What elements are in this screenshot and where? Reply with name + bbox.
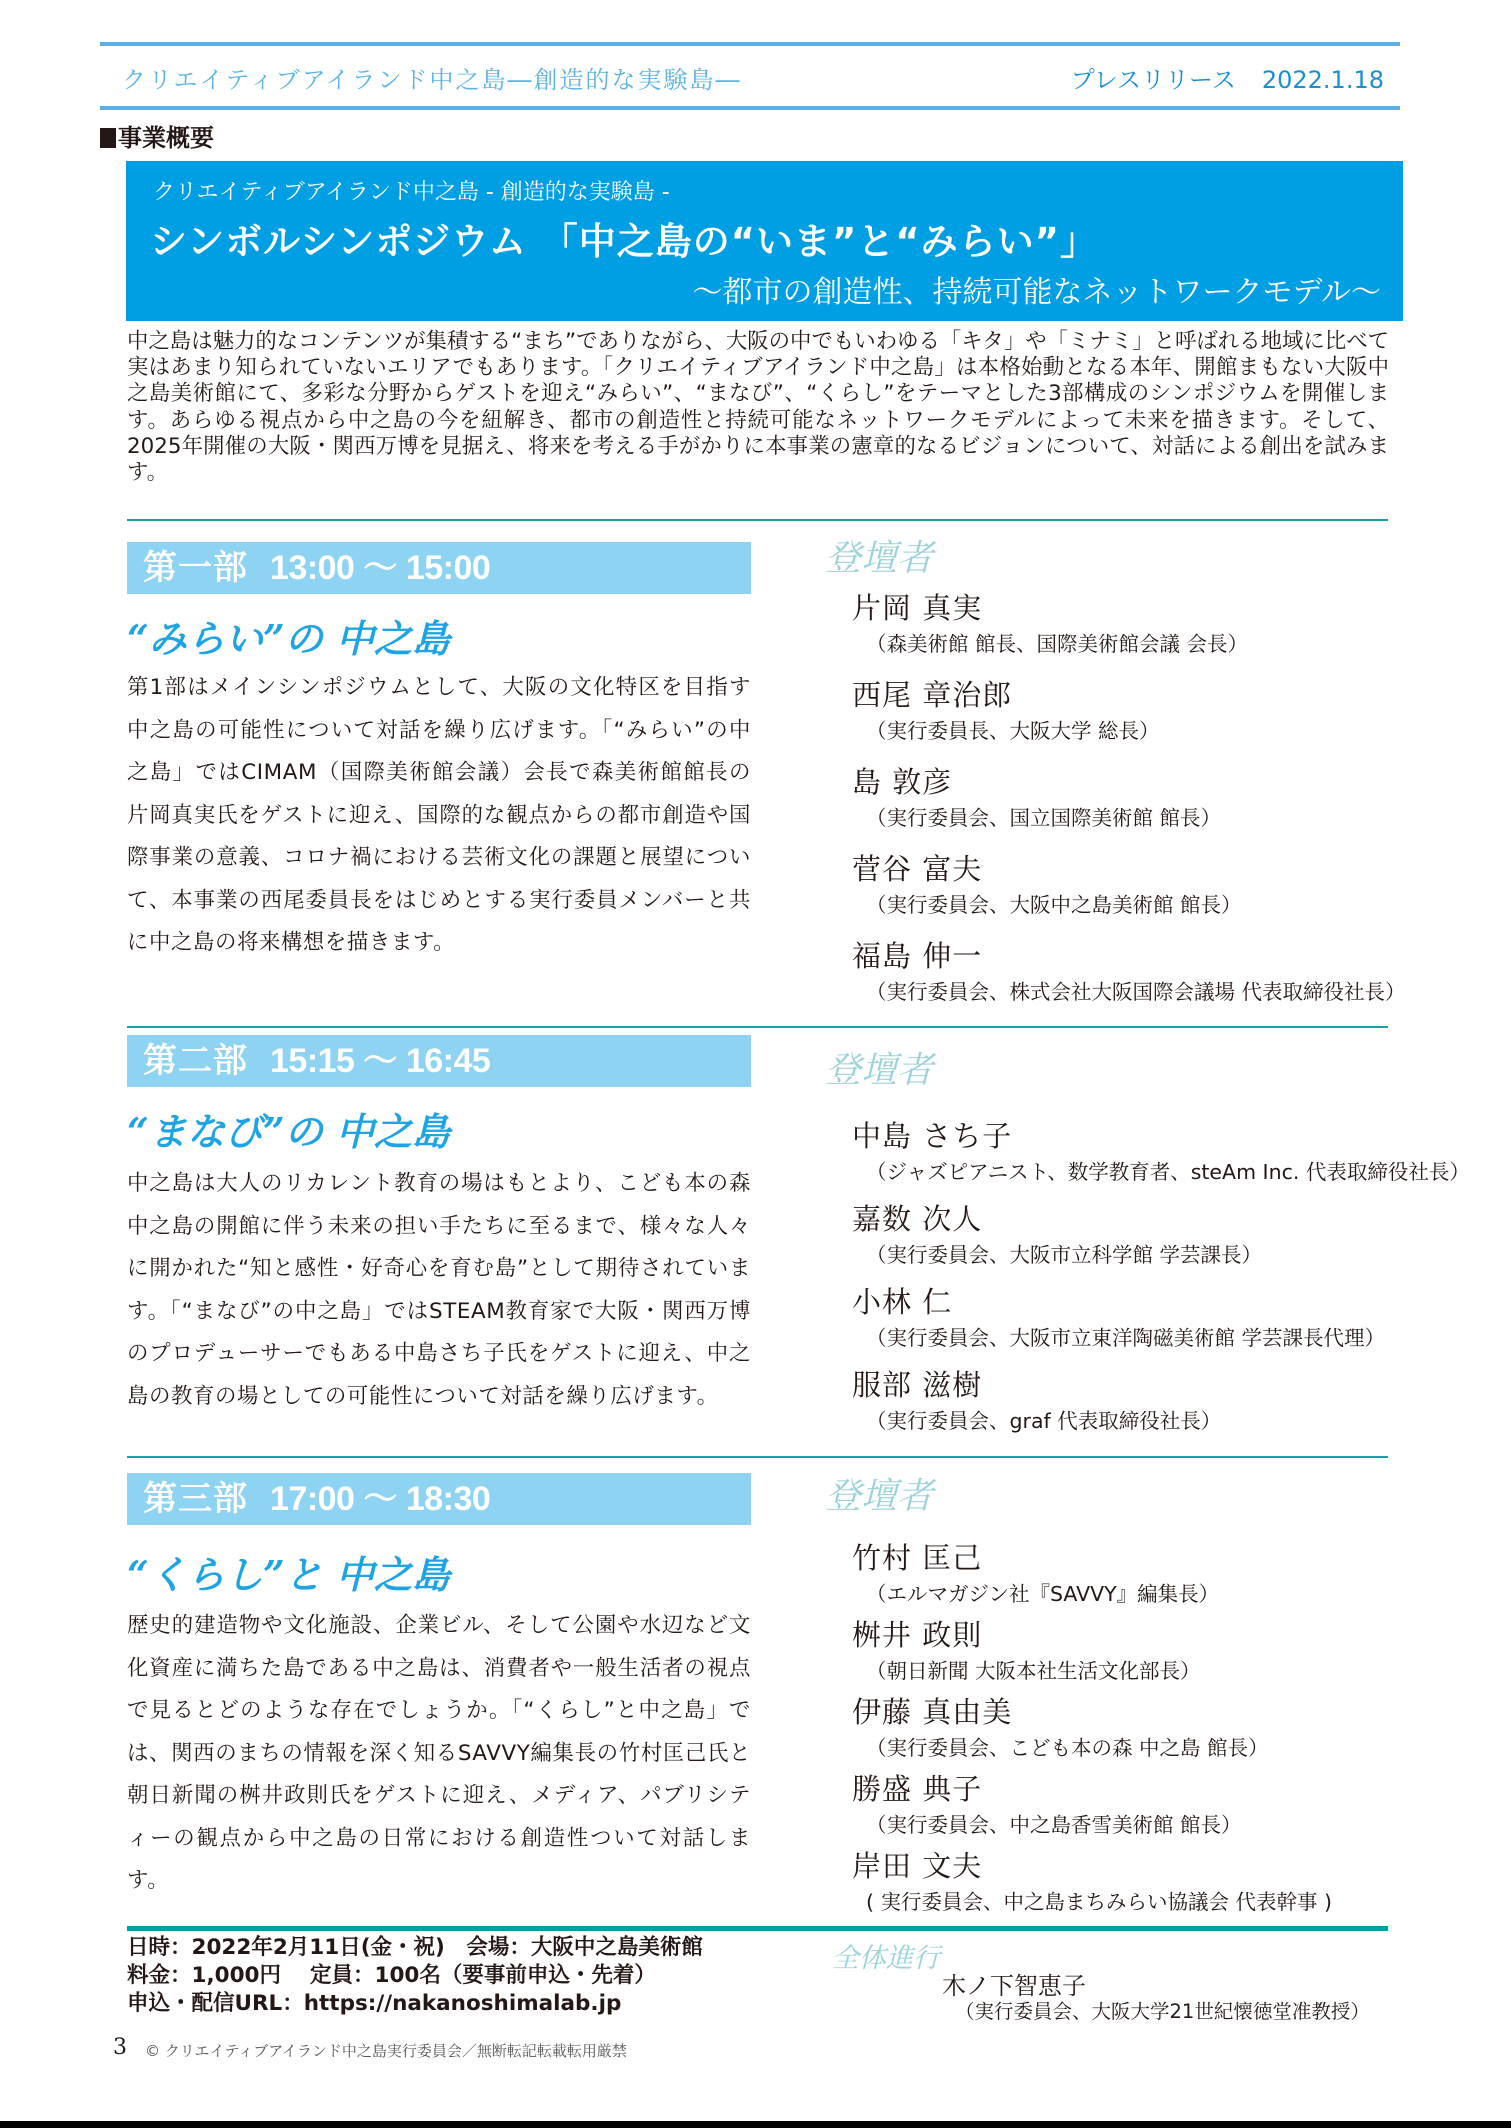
speaker-role: （実行委員会、大阪市立科学館 学芸課長） bbox=[866, 1243, 1263, 1267]
moderator-role: （実行委員会、大阪大学21世紀懐徳堂准教授） bbox=[955, 2000, 1370, 2023]
part-3-header bbox=[127, 1473, 751, 1525]
intro-paragraph: 中之島は魅力的なコンテンツが集積する“まち”でありながら、大阪の中でもいわゆる「キタ」や「ミナミ」と呼ばれる地域に比べて実はあまり知られていないエリアでもあります。「クリエイティブアイランド中之島」は本格始動となる本年、開館まもない大阪中之島美術館にて、多彩な分野からゲストを迎え“みらい”、“まなび”、“くらし”をテーマとした3部構成のシンポジウムを開催します。あらゆる視点から中之島の今を紐解き、都市の創造性と持続可能なネットワークモデルによって未来を描きます。そして、2025年開催の大阪・関西万博を見据え、将来を考える手がかりに本事業の憲章的なるビジョンについて、対話による創出を試みます。 bbox=[127, 329, 1389, 486]
event-datetime-venue: 日時：2022年2月11日(金・祝) 会場：大阪中之島美術館 bbox=[127, 1935, 703, 1960]
speaker-role: （実行委員会、株式会社大阪国際会議場 代表取締役社長） bbox=[866, 980, 1406, 1004]
speaker-role: （朝日新聞 大阪本社生活文化部長） bbox=[866, 1659, 1201, 1683]
speaker-name: 福島 伸一 bbox=[852, 939, 983, 973]
speaker-name: 竹村 匡己 bbox=[852, 1541, 983, 1575]
part-2-header bbox=[127, 1035, 751, 1087]
event-fee-capacity: 料金：1,000円 定員：100名（要事前申込・先着） bbox=[127, 1963, 656, 1988]
speaker bbox=[852, 1280, 1412, 1351]
part-1-theme: “みらい”の 中之島 bbox=[127, 616, 450, 661]
speaker-name: 片岡 真実 bbox=[852, 591, 983, 625]
banner-title: シンボルシンポジウム 「中之島の“いま”と“みらい”」 bbox=[150, 220, 1099, 263]
speaker-role: （森美術館 館長、国際美術館会議 会長） bbox=[866, 632, 1249, 656]
speaker-role: （ジャズピアニスト、数学教育者、steAm Inc. 代表取締役社長） bbox=[866, 1160, 1470, 1184]
speaker-name: 中島 さち子 bbox=[852, 1119, 1013, 1153]
speaker-role: （実行委員会、中之島香雪美術館 館長） bbox=[866, 1813, 1242, 1837]
header-bottom-rule bbox=[100, 106, 1400, 110]
title-banner bbox=[126, 161, 1403, 321]
speaker bbox=[852, 1844, 1412, 1915]
speaker bbox=[852, 586, 1412, 657]
header-series-title: クリエイティブアイランド中之島―創造的な実験島― bbox=[122, 66, 742, 94]
speaker bbox=[852, 1363, 1412, 1434]
speaker-name: 菅谷 富夫 bbox=[852, 852, 983, 886]
speaker bbox=[852, 673, 1412, 744]
part-3-speakers-label: 登壇者 bbox=[825, 1476, 934, 1517]
square-bullet-icon bbox=[100, 128, 116, 148]
bottom-edge-bar bbox=[0, 2121, 1511, 2128]
speaker-name: 伊藤 真由美 bbox=[852, 1695, 1013, 1729]
part-3-description: 歴史的建造物や文化施設、企業ビル、そして公園や水辺など文化資産に満ちた島である中之島は、消費者や一般生活者の視点で見るとどのような存在でしょうか。「“くらし”と中之島」では、関西のまちの情報を深く知るSAVVY編集長の竹村匡己氏と朝日新聞の桝井政則氏をゲストに迎え、メディア、パブリシティーの観点から中之島の日常における創造性ついて対話します。 bbox=[127, 1613, 751, 1893]
part-3-name: 第三部 bbox=[143, 1479, 248, 1519]
speaker-role: （実行委員長、大阪大学 総長） bbox=[866, 719, 1160, 743]
speaker bbox=[852, 1114, 1470, 1185]
banner-subtitle: クリエイティブアイランド中之島 - 創造的な実験島 - bbox=[153, 180, 670, 205]
banner-tagline: 〜都市の創造性、持続可能なネットワークモデル〜 bbox=[692, 275, 1381, 310]
speaker-role: （実行委員会、国立国際美術館 館長） bbox=[866, 806, 1222, 830]
speaker-name: 勝盛 典子 bbox=[852, 1772, 983, 1806]
part-1-speakers-label: 登壇者 bbox=[825, 538, 934, 579]
part-2-speakers-label: 登壇者 bbox=[825, 1050, 934, 1091]
speaker-name: 西尾 章治郎 bbox=[852, 678, 1013, 712]
header-press-release bbox=[1071, 60, 1384, 95]
page-number: 3 bbox=[113, 2035, 127, 2060]
divider bbox=[127, 1456, 1388, 1458]
part-1-time: 13:00 〜 15:00 bbox=[270, 549, 491, 587]
speaker-name: 小林 仁 bbox=[852, 1285, 953, 1319]
part-3-time: 17:00 〜 18:30 bbox=[270, 1480, 491, 1518]
part-2-description: 中之島は大人のリカレント教育の場はもとより、こども本の森 中之島の開館に伴う未来の担い手たちに至るまで、様々な人々に開かれた“知と感性・好奇心を育む島”として期待されています。「“まなび”の中之島」ではSTEAM教育家で大阪・関西万博のプロデューサーでもある中島さち子氏をゲストに迎え、中之島の教育の場としての可能性について対話を繰り広げます。 bbox=[127, 1171, 751, 1409]
event-url[interactable]: 申込・配信URL：https://nakanoshimalab.jp bbox=[127, 1991, 622, 2016]
speaker-name: 岸田 文夫 bbox=[852, 1849, 983, 1883]
speaker bbox=[852, 1536, 1412, 1607]
speaker-role: （実行委員会、大阪中之島美術館 館長） bbox=[866, 893, 1242, 917]
moderator-name: 木ノ下智恵子 bbox=[942, 1972, 1086, 2000]
part-2-time: 15:15 〜 16:45 bbox=[270, 1042, 491, 1080]
part-2-name: 第二部 bbox=[143, 1041, 248, 1081]
moderator-label: 全体進行 bbox=[832, 1943, 940, 1974]
speaker bbox=[852, 1767, 1412, 1838]
speaker-name: 島 敦彦 bbox=[852, 765, 953, 799]
section-heading bbox=[100, 118, 214, 153]
speaker bbox=[852, 1613, 1412, 1684]
speaker-role: （実行委員会、大阪市立東洋陶磁美術館 学芸課長代理） bbox=[866, 1326, 1386, 1350]
footer-divider bbox=[127, 1926, 1388, 1931]
press-release-label: プレスリリース bbox=[1070, 66, 1236, 94]
header-top-rule bbox=[100, 42, 1400, 46]
speaker-name: 嘉数 次人 bbox=[852, 1202, 983, 1236]
part-1-name: 第一部 bbox=[143, 548, 248, 588]
divider bbox=[127, 519, 1388, 521]
divider bbox=[127, 1026, 1388, 1028]
speaker-role: ( 実行委員会、中之島まちみらい協議会 代表幹事 ) bbox=[866, 1890, 1333, 1914]
speaker-role: （実行委員会、こども本の森 中之島 館長） bbox=[866, 1736, 1269, 1760]
part-3-theme: “くらし”と 中之島 bbox=[127, 1552, 450, 1597]
speaker bbox=[852, 1690, 1412, 1761]
speaker-name: 桝井 政則 bbox=[852, 1618, 983, 1652]
section-heading-text: 事業概要 bbox=[118, 124, 214, 152]
speaker bbox=[852, 934, 1412, 1005]
speaker-role: （実行委員会、graf 代表取締役社長） bbox=[866, 1409, 1222, 1433]
speaker bbox=[852, 847, 1412, 918]
event-info bbox=[127, 1934, 787, 2018]
part-2-theme: “まなび”の 中之島 bbox=[127, 1109, 450, 1154]
part-1-header bbox=[127, 542, 751, 594]
copyright-notice: © クリエイティブアイランド中之島実行委員会／無断転記転載転用厳禁 bbox=[145, 2042, 627, 2060]
speaker bbox=[852, 1197, 1412, 1268]
part-1-description: 第1部はメインシンポジウムとして、大阪の文化特区を目指す中之島の可能性について対話を繰り広げます。「“みらい”の中之島」ではCIMAM（国際美術館会議）会長で森美術館館長の片岡真実氏をゲストに迎え、国際的な観点からの都市創造や国際事業の意義、コロナ禍における芸術文化の課題と展望について、本事業の西尾委員長をはじめとする実行委員メンバーと共に中之島の将来構想を描きます。 bbox=[127, 675, 751, 955]
speaker bbox=[852, 760, 1412, 831]
release-date: 2022.1.18 bbox=[1261, 66, 1384, 94]
speaker-name: 服部 滋樹 bbox=[852, 1368, 983, 1402]
speaker-role: （エルマガジン社『SAVVY』編集長） bbox=[866, 1582, 1220, 1606]
